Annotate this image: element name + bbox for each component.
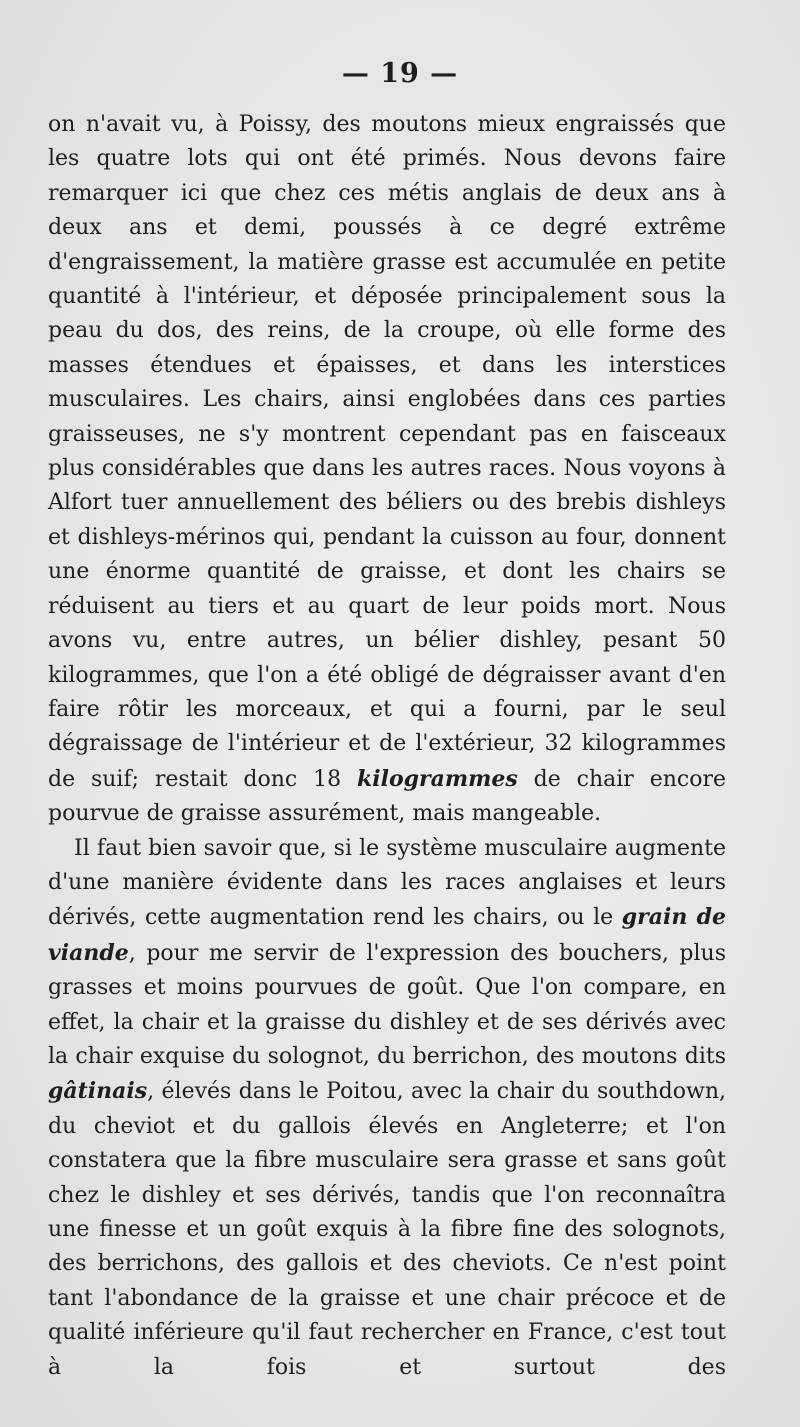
paragraph-2 (48, 832, 726, 1386)
paragraph-2-text-a: Il faut bien savoir que, si le système musculaire augmente d'une manière évidente dans les races anglaises et leurs dérivés, cette augmentation rend les chairs, ou le (48, 835, 726, 931)
paragraph-2-text-b: , pour me servir de l'expression des bouchers, plus grasses et moins pourvues de goût. Que l'on compare, en effet, la chair et la graisse du dishley et de ses dérivés avec la chair exquise du solognot, du berrichon, des moutons dits (48, 940, 726, 1069)
paragraph-2-italic-gatinais: gâtinais (48, 1078, 148, 1105)
paragraph-1-text-a: on n'avait vu, à Poissy, des moutons mieux engraissés que les quatre lots qui ont été primés. Nous devons faire remarquer ici que chez ces métis anglais de deux ans à deux ans et demi, poussés à ce degré extrême d'engraissement, la matière grasse est accumulée en petite quantité à l'intérieur, et déposée principalement sous la peau du dos, des reins, de la croupe, où elle forme des masses étendues et épaisses, et dans les interstices musculaires. Les chairs, ainsi englobées dans ces parties graisseuses, ne s'y montrent cependant pas en faisceaux plus considérables que dans les autres races. Nous voyons à Alfort tuer annuellement des béliers ou des brebis dishleys et dishleys-mérinos qui, pendant la cuisson au four, donnent une énorme quantité de graisse, et dont les chairs se réduisent au tiers et au quart de leur poids mort. Nous avons vu, entre autres, un bélier dishley, pesant 50 kilogrammes, que l'on a été obligé de dégraisser avant d'en faire rôtir les morceaux, et qui a fourni, par le seul dégraissage de l'intérieur et de l'extérieur, 32 kilogrammes de suif; restait donc 18 (48, 112, 726, 792)
paragraph-1-italic-kilogrammes: kilogrammes (357, 765, 518, 792)
body-text (48, 108, 726, 1385)
page-number: — 19 — (341, 58, 459, 89)
paragraph-2-text-c: , élevés dans le Poitou, avec la chair du southdown, du cheviot et du gallois élevés en Angleterre; et l'on constatera que la fibre musculaire sera grasse et sans goût chez le dishley et ses dérivés, tandis que l'on reconnaîtra une finesse et un goût exquis à la fibre fine des solognots, des berrichons, des gallois et des cheviots. Ce n'est point tant l'abondance de la graisse et une chair précoce et de qualité inférieure qu'il faut rechercher en France, c'est tout à la fois et surtout des (48, 1079, 726, 1380)
paragraph-1 (48, 108, 726, 832)
paragraph-2-italic-grain-de-viande: grain de viande (48, 904, 726, 966)
paragraph-1-text-b: de chair encore pourvue de graisse assurément, mais mangeable. (48, 766, 726, 827)
